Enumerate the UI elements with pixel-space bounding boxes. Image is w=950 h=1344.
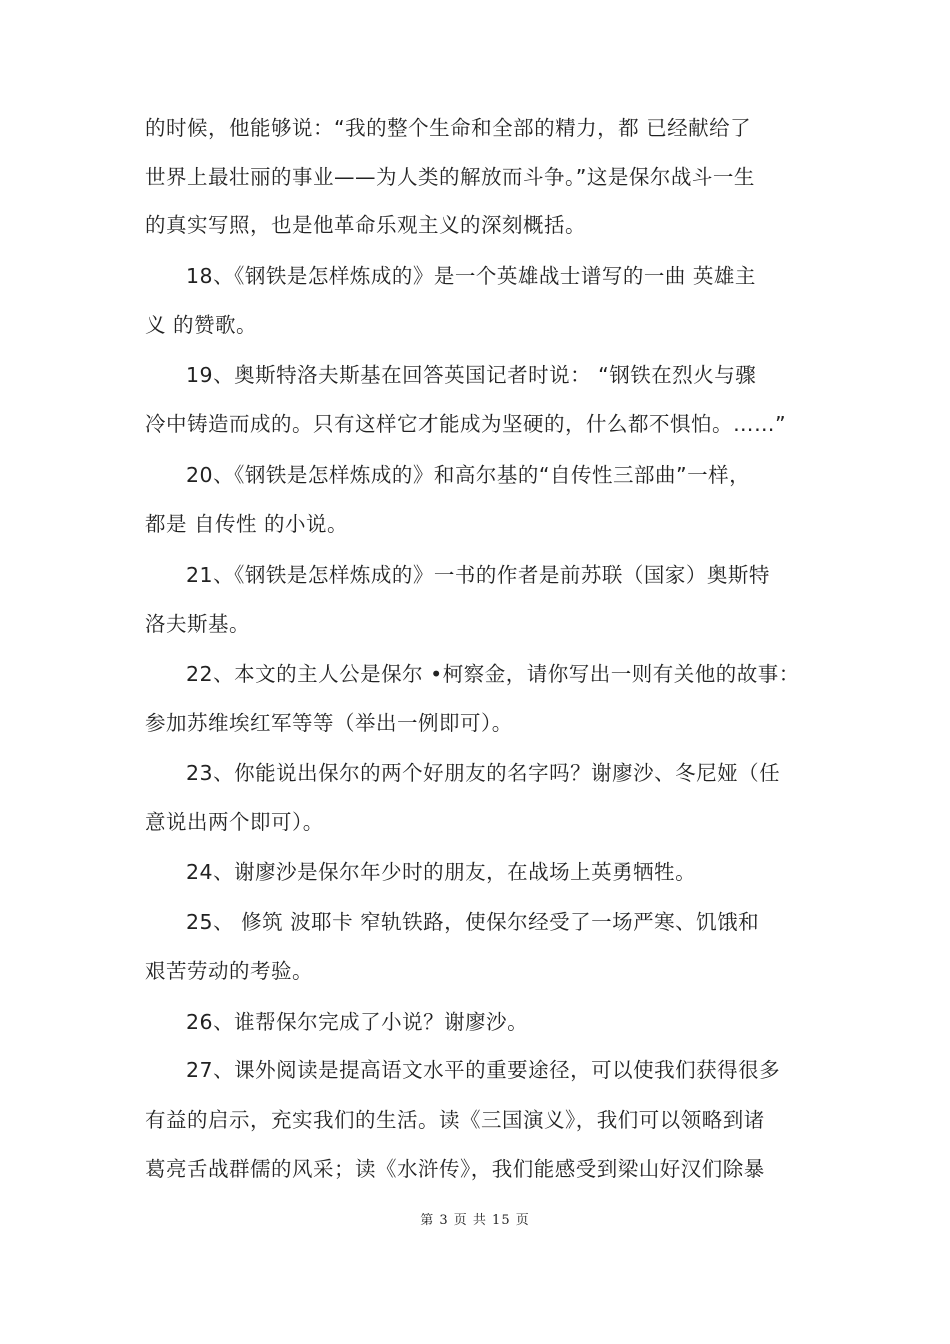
- item-27-line: 27、课外阅读是提高语文水平的重要途径，可以使我们获得很多: [186, 1058, 781, 1082]
- item-25-line: 25、 修筑 波耶卡 窄轨铁路，使保尔经受了一场严寒、饥饿和: [186, 910, 760, 934]
- item-18-line: 18、《钢铁是怎样炼成的》是一个英雄战士谱写的一曲 英雄主: [186, 264, 756, 288]
- item-26-line: 26、谁帮保尔完成了小说？谢廖沙。: [186, 1010, 529, 1034]
- text-line: 有益的启示，充实我们的生活。读《三国演义》，我们可以领略到诸: [145, 1108, 765, 1132]
- text-line: 参加苏维埃红军等等（举出一例即可）。: [145, 711, 513, 735]
- text-line: 洛夫斯基。: [145, 612, 250, 636]
- text-line: 意说出两个即可）。: [145, 810, 324, 834]
- item-21-line: 21、《钢铁是怎样炼成的》一书的作者是前苏联（国家）奥斯特: [186, 563, 770, 587]
- text-line: 艰苦劳动的考验。: [145, 959, 313, 983]
- item-22-line: 22、本文的主人公是保尔 •柯察金，请你写出一则有关他的故事：: [186, 662, 800, 686]
- text-line: 世界上最壮丽的事业——为人类的解放而斗争。”这是保尔战斗一生: [145, 165, 755, 189]
- text-line: 冷中铸造而成的。只有这样它才能成为坚硬的，什么都不惧怕。……”: [145, 412, 787, 436]
- text-line: 葛亮舌战群儒的风采；读《水浒传》，我们能感受到梁山好汉们除暴: [145, 1157, 765, 1181]
- text-line: 的真实写照，也是他革命乐观主义的深刻概括。: [145, 213, 586, 237]
- page-number-footer: 第 3 页 共 15 页: [420, 1213, 530, 1228]
- item-24-line: 24、谢廖沙是保尔年少时的朋友，在战场上英勇牺牲。: [186, 860, 697, 884]
- text-line: 的时候，他能够说：“我的整个生命和全部的精力，都 已经献给了: [145, 116, 752, 140]
- text-line: 义 的赞歌。: [145, 313, 258, 337]
- text-line: 都是 自传性 的小说。: [145, 512, 349, 536]
- item-20-line: 20、《钢铁是怎样炼成的》和高尔基的“自传性三部曲”一样，: [186, 463, 751, 487]
- item-23-line: 23、你能说出保尔的两个好朋友的名字吗？谢廖沙、冬尼娅（任: [186, 761, 781, 785]
- item-19-line: 19、奥斯特洛夫斯基在回答英国记者时说： “钢铁在烈火与骤: [186, 363, 757, 387]
